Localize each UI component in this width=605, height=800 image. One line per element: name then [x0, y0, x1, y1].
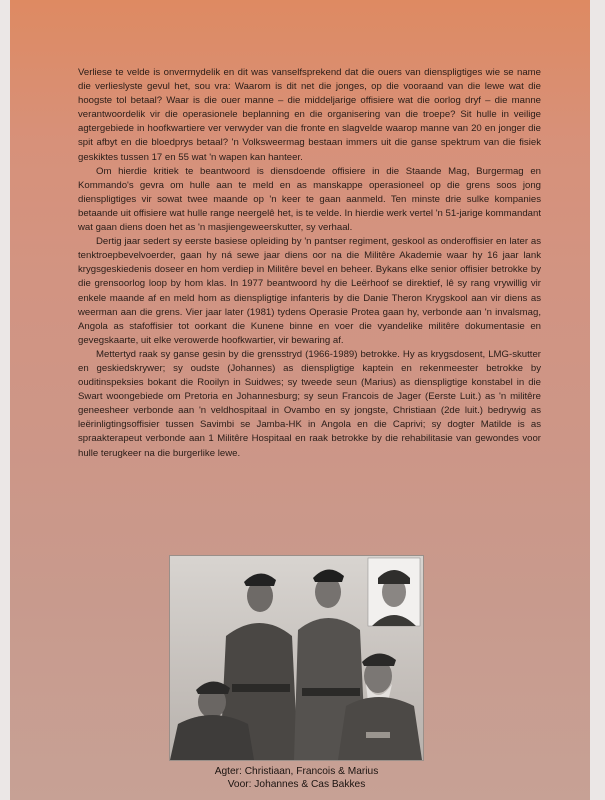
caption-line-back-row: Agter: Christiaan, Francois & Marius: [214, 766, 379, 777]
family-photo: [170, 556, 423, 760]
paragraph-1: Verliese te velde is onvermydelik en dit was vanselfsprekend dat die ouers van dienspligtiges wie se name die verlieslyste gevul het, sou vra: Waarom is dit net die jonges, op die vooraand van die lewe wat die hoogste tol betaal? Waar is die ouer manne – die middeljarige offisiere wat die oorlog dryf – die manne verantwoordelik vir die operasionele beplanning en die organisering van die troepe? Sit hulle in veilige agtergebiede in hoofkwartiere ver verwyder van die fronte en slagvelde waarop manne van 20 en jonger die spit afbyt en die bloedprys betaal? 'n Volksweermag bestaan immers uit die ganse spektrum van die fisiek geskiktes tussen 17 en 55 wat 'n wapen kan hanteer.: [78, 67, 541, 163]
paragraph-3: Dertig jaar sedert sy eerste basiese opleiding by 'n pantser regiment, geskool as onderoffisier en later as tenktroepbevelvoerder, gaan hy ná sewe jaar diens oor na die Militêre Akademie waar hy 16 jaar lank krygsgeskiedenis doseer en hom verdiep in Militêre bevel en beheer. Bykans elke senior offisier betrokke by die grensoorlog loop by hom klas. In 1977 beantwoord hy die Leërhoof se direktief, lê sy rang vrywillig vir enkele maande af en meld hom as dienspligtige infanteris by die Danie Theron Krygskool aan vir diens as weerman aan die grens. Vier jaar later (1981) tydens Operasie Protea gaan hy, verbonde aan 'n invalsmag, Angola as stafoffisier tot oorkant die Kunene binne en voer die vyandelike militêre dokumentasie en gevegskaarte, uit elke verowerde hoofkwartier, vir bewaring af.: [78, 236, 541, 346]
photo-caption: [170, 765, 423, 791]
caption-line-front-row: Voor: Johannes & Cas Bakkes: [227, 779, 366, 790]
family-photo-image: [170, 556, 423, 760]
blurb-text: [78, 66, 541, 461]
paragraph-2: Om hierdie kritiek te beantwoord is diensdoende offisiere in die Staande Mag, Burgermag en Kommando's gevra om hulle aan te meld en as manskappe operasioneel op die grens soos jong dienspligtiges vir sowat twee maande op 'n keer te gaan aanmeld. Ten minste drie sulke kompanies betaande uit offisiere wat hulle range neergelê het, is te velde. In hierdie werk vertel 'n 51-jarige kommandant wat gaan diens doen het as 'n masjiengeweerskutter, sy verhaal.: [78, 165, 541, 234]
paragraph-4: Mettertyd raak sy ganse gesin by die grensstryd (1966-1989) betrokke. Hy as krygsdosent, LMG-skutter en geskiedskrywer; sy oudste (Johannes) as dienspligtige kaptein en rekenmeester betrokke by ouditinspeksies bokant die Rooilyn in Suidwes; sy tweede seun (Marius) as dienspligtige konstabel in die Swart woongebiede om Pretoria en Johannesburg; sy seun Francois de Jager (Eerste Luit.) as 'n militêre geneesheer verbonde aan 'n veldhospitaal in Ovambo en sy jongste, Christiaan (2de luit.) bedrywig as leërinligtingsoffisier tussen Savimbi se Jamba-HK in Angola en die Caprivi; sy dogter Matilde is as spraakterapeut verbonde aan 1 Militêre Hospitaal en raak betrokke by die rehabilitasie van gewondes voor hulle terugkeer na die burgerlike lewe.: [78, 348, 541, 459]
